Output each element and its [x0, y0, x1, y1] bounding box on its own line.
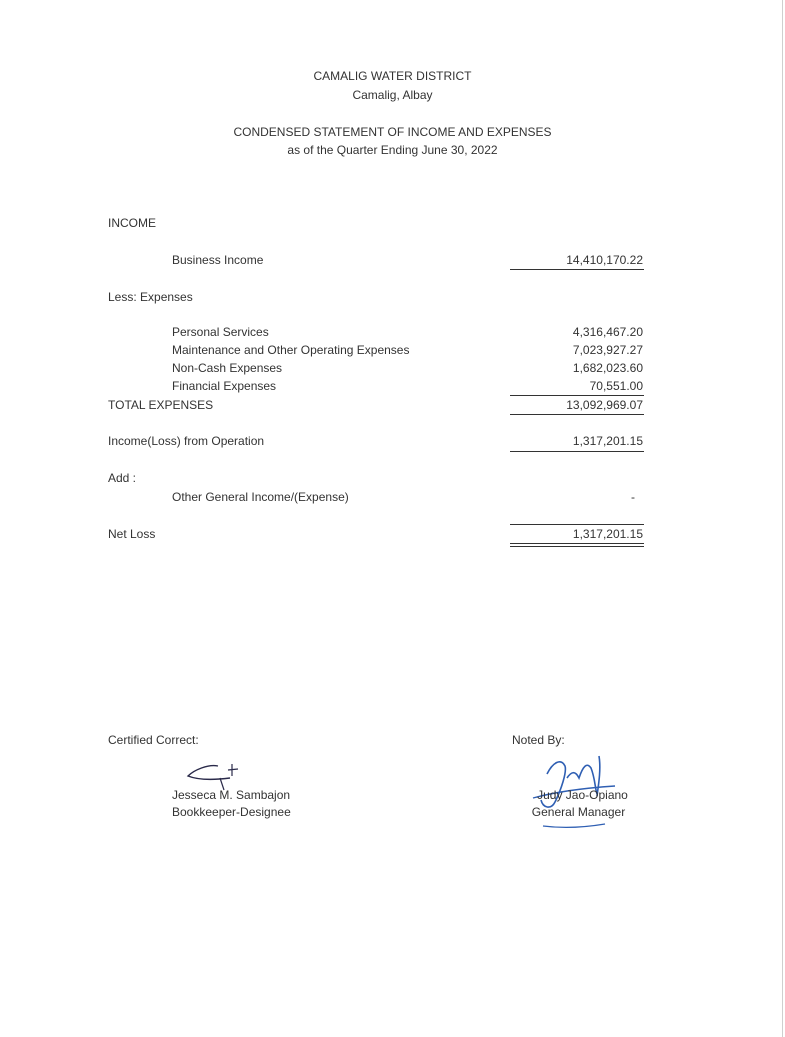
noted-label: Noted By:	[512, 733, 565, 747]
org-name: CAMALIG WATER DISTRICT	[313, 69, 472, 83]
certifier-name: Jesseca M. Sambajon	[172, 788, 291, 802]
income-section-label: INCOME	[108, 216, 156, 230]
statement-title: CONDENSED STATEMENT OF INCOME AND EXPENSES	[233, 125, 552, 139]
expense-value-non-cash: 1,682,023.60	[572, 361, 643, 375]
business-income-underline	[510, 269, 644, 270]
total-expenses-underline	[510, 414, 644, 415]
operation-value: 1,317,201.15	[572, 434, 643, 448]
expense-value-personal-services: 4,316,467.20	[572, 325, 643, 339]
net-top-line	[510, 524, 644, 525]
business-income-label: Business Income	[172, 253, 264, 267]
expense-label-financial: Financial Expenses	[172, 379, 277, 393]
noter-name: Judy Jao-Opiano	[537, 788, 628, 802]
operation-underline	[510, 451, 644, 452]
net-double-underline-2	[510, 546, 644, 547]
net-loss-label: Net Loss	[108, 527, 156, 541]
total-expenses-label: TOTAL EXPENSES	[108, 398, 214, 412]
net-double-underline-1	[510, 543, 644, 544]
certified-label: Certified Correct:	[108, 733, 199, 747]
expense-label-mooe: Maintenance and Other Operating Expenses	[172, 343, 410, 357]
expense-value-mooe: 7,023,927.27	[572, 343, 643, 357]
business-income-value: 14,410,170.22	[566, 253, 643, 267]
expenses-subtotal-line	[510, 395, 644, 396]
other-income-value: -	[631, 490, 635, 504]
org-location: Camalig, Albay	[352, 88, 433, 102]
operation-label: Income(Loss) from Operation	[108, 434, 265, 448]
other-income-label: Other General Income/(Expense)	[172, 490, 349, 504]
total-expenses-value: 13,092,969.07	[566, 398, 643, 412]
net-loss-value: 1,317,201.15	[572, 527, 643, 541]
add-label: Add :	[108, 471, 137, 485]
noter-title: General Manager	[531, 805, 626, 819]
expense-value-financial: 70,551.00	[589, 379, 643, 393]
statement-period: as of the Quarter Ending June 30, 2022	[287, 143, 498, 157]
expenses-section-label: Less: Expenses	[108, 290, 193, 304]
expense-label-personal-services: Personal Services	[172, 325, 269, 339]
expense-label-non-cash: Non-Cash Expenses	[172, 361, 283, 375]
certifier-title: Bookkeeper-Designee	[172, 805, 291, 819]
